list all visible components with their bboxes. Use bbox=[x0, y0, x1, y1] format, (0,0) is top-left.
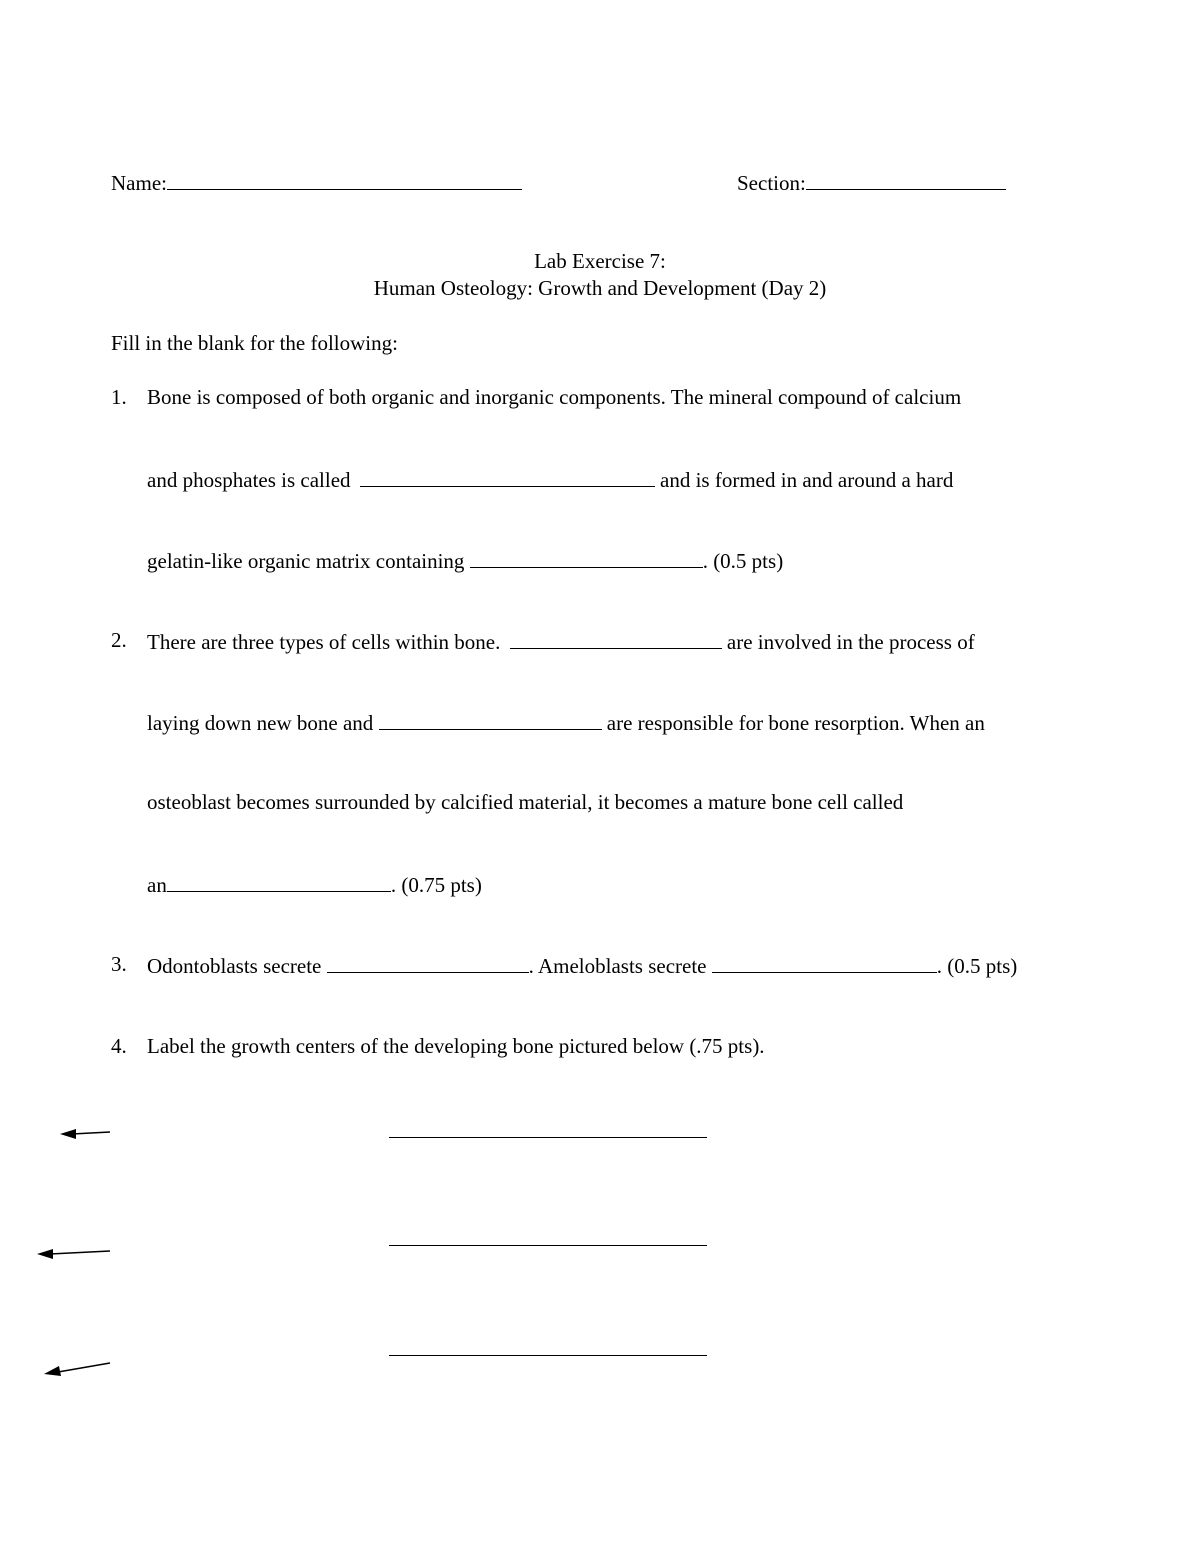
question-4-number: 4. bbox=[111, 1034, 127, 1058]
left-arrow-icon bbox=[44, 1363, 110, 1376]
question-3-text: . Ameloblasts secrete bbox=[528, 954, 707, 978]
question-1-number: 1. bbox=[111, 385, 127, 409]
question-1-line-1: Bone is composed of both organic and inorganic components. The mineral compound of calcium bbox=[147, 385, 962, 409]
growth-center-answer-line-3[interactable] bbox=[389, 1355, 707, 1356]
question-3-points: . (0.5 pts) bbox=[936, 954, 1018, 978]
question-2-points: . (0.75 pts) bbox=[390, 873, 482, 897]
growth-center-answer-line-1[interactable] bbox=[389, 1137, 707, 1138]
question-4-text: Label the growth centers of the developing bone pictured below (.75 pts). bbox=[147, 1034, 765, 1058]
question-2-text: are responsible for bone resorption. When an bbox=[606, 711, 985, 735]
question-1-text: and phosphates is called bbox=[147, 468, 351, 492]
question-2-text: are involved in the process of bbox=[726, 630, 975, 654]
name-label: Name: bbox=[111, 171, 167, 195]
question-3-number: 3. bbox=[111, 952, 127, 976]
question-1-text: and is formed in and around a hard bbox=[660, 468, 954, 492]
question-2-number: 2. bbox=[111, 628, 127, 652]
instructions: Fill in the blank for the following: bbox=[111, 331, 398, 355]
question-3-text: Odontoblasts secrete bbox=[147, 954, 322, 978]
question-1-text: gelatin-like organic matrix containing bbox=[147, 549, 465, 573]
question-2-line-3: osteoblast becomes surrounded by calcified material, it becomes a mature bone cell called bbox=[147, 790, 904, 814]
left-arrow-icon bbox=[37, 1249, 110, 1259]
question-2-text: an bbox=[147, 873, 167, 897]
question-2-text: laying down new bone and bbox=[147, 711, 374, 735]
growth-center-answer-line-2[interactable] bbox=[389, 1245, 707, 1246]
title-line-2: Human Osteology: Growth and Development (Day 2) bbox=[373, 276, 827, 300]
question-1-points: . (0.5 pts) bbox=[702, 549, 784, 573]
question-2-text: There are three types of cells within bone. bbox=[147, 630, 501, 654]
title-line-1: Lab Exercise 7: bbox=[534, 249, 666, 273]
left-arrow-icon bbox=[60, 1129, 110, 1139]
section-label: Section: bbox=[737, 171, 806, 195]
